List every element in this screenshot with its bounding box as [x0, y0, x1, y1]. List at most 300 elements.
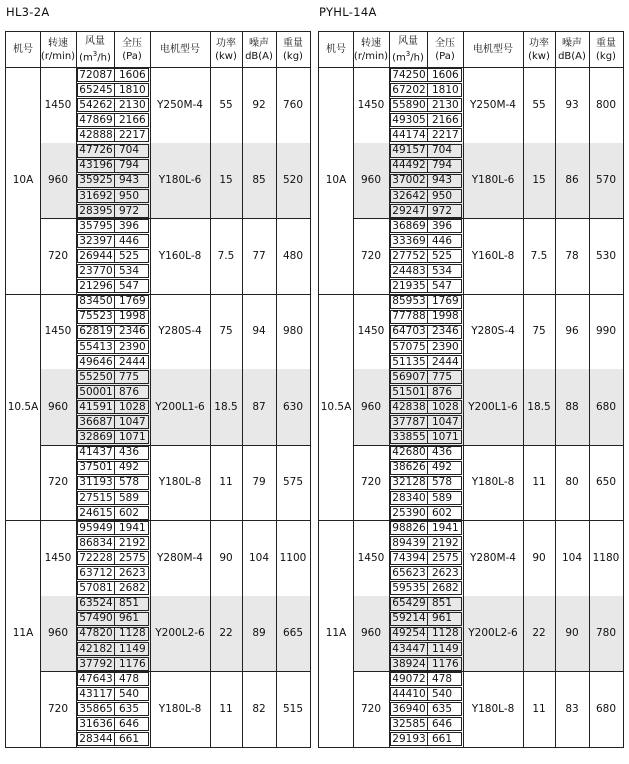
- pressure-value: 540: [119, 687, 140, 700]
- cell-divider: [427, 370, 428, 384]
- cell-divider: [114, 551, 115, 565]
- noise-value: 93: [565, 98, 579, 111]
- flow-value: 32128: [392, 476, 426, 489]
- flow-value: 57081: [79, 582, 113, 595]
- column-divider: [389, 32, 390, 747]
- header-flow: [76, 32, 114, 67]
- cell-divider: [114, 717, 115, 731]
- cell-divider: [427, 612, 428, 626]
- header-power: [523, 32, 555, 67]
- cell-divider: [427, 672, 428, 686]
- cell-divider: [114, 189, 115, 203]
- cell-divider: [114, 264, 115, 278]
- flow-value: 42888: [79, 129, 113, 142]
- table-header: [6, 32, 310, 67]
- flow-value: 98826: [392, 521, 426, 534]
- cell-divider: [114, 491, 115, 505]
- noise-value: 80: [565, 476, 579, 488]
- pressure-value: 2444: [432, 355, 459, 368]
- header-pressure: [427, 32, 463, 67]
- pressure-value: 2575: [432, 551, 459, 564]
- weight-value: 800: [595, 98, 617, 111]
- flow-value: 35795: [79, 219, 113, 232]
- cell-divider: [114, 325, 115, 339]
- header-noise-unit: dB(A): [245, 50, 273, 62]
- flow-value: 50001: [79, 385, 113, 398]
- pressure-value: 794: [119, 159, 140, 172]
- speed-value: 1450: [44, 551, 72, 564]
- flow-value: 37501: [79, 461, 113, 474]
- pressure-value: 1071: [119, 431, 146, 444]
- flow-value: 49072: [392, 672, 426, 685]
- cell-divider: [114, 415, 115, 429]
- column-divider: [76, 32, 77, 747]
- pressure-value: 478: [119, 672, 140, 685]
- cell-divider: [114, 128, 115, 142]
- pressure-value: 661: [119, 733, 140, 746]
- pressure-value: 492: [432, 461, 453, 474]
- speed-value: 1450: [357, 98, 385, 111]
- flow-value: 59535: [392, 582, 426, 595]
- noise-value: 83: [565, 702, 579, 715]
- noise-value: 89: [252, 627, 266, 639]
- pressure-value: 972: [119, 204, 140, 217]
- header-model: [6, 32, 40, 67]
- pressure-value: 2682: [119, 582, 146, 595]
- pressure-value: 1769: [119, 295, 146, 308]
- pressure-value: 1998: [119, 310, 146, 323]
- flow-value: 29247: [392, 204, 426, 217]
- power-value: 55: [219, 98, 233, 111]
- header-weight: [276, 32, 310, 67]
- weight-value: 780: [595, 627, 617, 639]
- cell-divider: [114, 612, 115, 626]
- model-number: 11A: [325, 627, 347, 639]
- column-divider: [210, 32, 211, 747]
- header-power-label: 功率: [529, 37, 549, 49]
- header-model-label: 机号: [13, 44, 33, 55]
- header-flow-divider: [114, 32, 115, 67]
- column-divider: [150, 32, 151, 747]
- pressure-value: 1149: [432, 642, 459, 655]
- cell-divider: [427, 98, 428, 112]
- cell-divider: [114, 340, 115, 354]
- pressure-value: 775: [119, 370, 140, 383]
- pressure-value: 950: [119, 189, 140, 202]
- cell-divider: [114, 219, 115, 233]
- pressure-value: 492: [119, 461, 140, 474]
- pressure-value: 1810: [119, 83, 146, 96]
- weight-value: 530: [595, 249, 617, 262]
- cell-divider: [114, 657, 115, 671]
- cell-divider: [427, 68, 428, 82]
- flow-value: 51501: [392, 385, 426, 398]
- flow-value: 27515: [79, 491, 113, 504]
- cell-divider: [114, 174, 115, 188]
- flow-value: 38626: [392, 461, 426, 474]
- header-flow-label: 风量: [85, 35, 105, 47]
- header-motor: [463, 32, 523, 67]
- pressure-value: 943: [432, 174, 453, 187]
- cell-divider: [114, 732, 115, 746]
- pressure-value: 950: [432, 189, 453, 202]
- flow-value: 74250: [392, 68, 426, 81]
- pressure-value: 2192: [432, 536, 459, 549]
- header-noise-label: 噪声: [562, 37, 582, 49]
- flow-value: 47869: [79, 114, 113, 127]
- pressure-value: 704: [119, 144, 140, 157]
- speed-value: 960: [47, 174, 69, 186]
- header-motor-label: 电机型号: [160, 44, 200, 55]
- header-weight-label: 重量: [283, 37, 303, 49]
- cell-divider: [427, 717, 428, 731]
- cell-divider: [114, 597, 115, 611]
- pressure-value: 1998: [432, 310, 459, 323]
- cell-divider: [427, 234, 428, 248]
- power-value: 55: [532, 98, 546, 111]
- flow-value: 59214: [392, 612, 426, 625]
- pressure-value: 1176: [432, 657, 459, 670]
- cell-divider: [114, 702, 115, 716]
- cell-divider: [114, 144, 115, 158]
- flow-value: 57075: [392, 340, 426, 353]
- cell-divider: [114, 627, 115, 641]
- flow-value: 72228: [79, 551, 113, 564]
- pressure-value: 876: [119, 385, 140, 398]
- pressure-value: 525: [119, 249, 140, 262]
- flow-value: 33855: [392, 431, 426, 444]
- flow-value: 37002: [392, 174, 426, 187]
- pressure-value: 704: [432, 144, 453, 157]
- flow-value: 64703: [392, 325, 426, 338]
- flow-value: 31193: [79, 476, 113, 489]
- pressure-value: 2130: [119, 98, 146, 111]
- pressure-value: 2346: [432, 325, 459, 338]
- noise-value: 104: [561, 551, 583, 564]
- motor-model: Y180L-8: [471, 702, 515, 715]
- flow-value: 32397: [79, 234, 113, 247]
- flow-value: 29193: [392, 733, 426, 746]
- cell-divider: [427, 295, 428, 309]
- flow-value: 67202: [392, 83, 426, 96]
- weight-value: 630: [282, 400, 304, 413]
- flow-value: 85953: [392, 295, 426, 308]
- flow-value: 44174: [392, 129, 426, 142]
- pressure-value: 2166: [119, 114, 146, 127]
- pressure-value: 851: [119, 597, 140, 610]
- cell-divider: [427, 732, 428, 746]
- cell-divider: [114, 68, 115, 82]
- flow-value: 65623: [392, 567, 426, 580]
- weight-value: 480: [282, 249, 304, 262]
- cell-divider: [427, 279, 428, 293]
- power-value: 15: [219, 174, 233, 186]
- motor-model: Y180L-8: [158, 702, 202, 715]
- flow-value: 47643: [79, 672, 113, 685]
- cell-divider: [114, 385, 115, 399]
- flow-value: 32642: [392, 189, 426, 202]
- pressure-value: 635: [119, 702, 140, 715]
- cell-divider: [114, 310, 115, 324]
- flow-value: 32585: [392, 718, 426, 731]
- weight-value: 1180: [592, 551, 620, 564]
- flow-value: 33369: [392, 234, 426, 247]
- header-speed-unit: (r/min): [40, 50, 76, 62]
- cell-divider: [427, 702, 428, 716]
- noise-value: 88: [565, 400, 579, 413]
- motor-model: Y180L-8: [471, 476, 515, 488]
- header-speed-unit: (r/min): [353, 50, 389, 62]
- motor-model: Y200L2-6: [155, 627, 205, 639]
- flow-value: 27752: [392, 249, 426, 262]
- pressure-value: 1128: [432, 627, 459, 640]
- weight-value: 680: [595, 702, 617, 715]
- noise-value: 82: [252, 702, 266, 715]
- cell-divider: [427, 642, 428, 656]
- flow-value: 56907: [392, 370, 426, 383]
- model-number: 10.5A: [7, 400, 39, 413]
- flow-value: 24483: [392, 265, 426, 278]
- motor-model: Y280M-4: [157, 551, 203, 564]
- noise-value: 92: [252, 98, 266, 111]
- pressure-value: 2390: [432, 340, 459, 353]
- flow-value: 36687: [79, 416, 113, 429]
- cell-divider: [427, 506, 428, 520]
- pressure-value: 2575: [119, 551, 146, 564]
- flow-value: 86834: [79, 536, 113, 549]
- cell-divider: [427, 687, 428, 701]
- cell-divider: [427, 189, 428, 203]
- spec-panel: [5, 0, 311, 764]
- flow-value: 55413: [79, 340, 113, 353]
- cell-divider: [427, 113, 428, 127]
- cell-divider: [114, 536, 115, 550]
- pressure-value: 1047: [432, 416, 459, 429]
- speed-value: 960: [360, 174, 382, 186]
- flow-value: 55250: [79, 370, 113, 383]
- noise-value: 96: [565, 325, 579, 337]
- speed-value: 720: [47, 702, 69, 715]
- noise-value: 79: [252, 476, 266, 488]
- flow-value: 25390: [392, 506, 426, 519]
- pressure-value: 525: [432, 249, 453, 262]
- power-value: 75: [219, 325, 233, 337]
- flow-value: 38924: [392, 657, 426, 670]
- header-flow-unit: $(m^3/h)$: [392, 49, 424, 64]
- cell-divider: [427, 204, 428, 218]
- cell-divider: [427, 159, 428, 173]
- noise-value: 87: [252, 400, 266, 413]
- cell-divider: [427, 400, 428, 414]
- flow-value: 23770: [79, 265, 113, 278]
- power-value: 22: [532, 627, 546, 639]
- flow-value: 47726: [79, 144, 113, 157]
- header-motor: [150, 32, 210, 67]
- model-number: 10.5A: [320, 400, 352, 413]
- flow-value: 36940: [392, 702, 426, 715]
- flow-value: 65245: [79, 83, 113, 96]
- header-pressure-unit: (Pa): [122, 50, 142, 62]
- power-value: 18.5: [527, 400, 551, 413]
- cell-divider: [427, 430, 428, 444]
- weight-value: 1100: [279, 551, 307, 564]
- flow-value: 77788: [392, 310, 426, 323]
- cell-divider: [427, 355, 428, 369]
- motor-model: Y280S-4: [158, 325, 202, 337]
- pressure-value: 646: [432, 718, 453, 731]
- header-weight: [589, 32, 623, 67]
- motor-model: Y250M-4: [470, 98, 516, 111]
- cell-divider: [427, 325, 428, 339]
- pressure-value: 851: [432, 597, 453, 610]
- flow-value: 49646: [79, 355, 113, 368]
- cell-divider: [114, 249, 115, 263]
- column-divider: [463, 32, 464, 747]
- pressure-value: 646: [119, 718, 140, 731]
- header-model: [319, 32, 353, 67]
- pressure-value: 2623: [119, 567, 146, 580]
- flow-value: 47820: [79, 627, 113, 640]
- cell-divider: [114, 687, 115, 701]
- speed-value: 960: [47, 400, 69, 413]
- cell-divider: [427, 551, 428, 565]
- flow-value: 49254: [392, 627, 426, 640]
- cell-divider: [114, 430, 115, 444]
- pressure-value: 2130: [432, 98, 459, 111]
- cell-divider: [427, 83, 428, 97]
- cell-divider: [114, 355, 115, 369]
- pressure-value: 446: [432, 234, 453, 247]
- header-speed: [353, 32, 389, 67]
- cell-divider: [427, 264, 428, 278]
- header-pressure-unit: (Pa): [435, 50, 455, 62]
- header-noise: [555, 32, 589, 67]
- cell-divider: [427, 597, 428, 611]
- spec-table: [5, 31, 311, 748]
- cell-divider: [114, 400, 115, 414]
- flow-value: 44492: [392, 159, 426, 172]
- pressure-value: 547: [432, 280, 453, 293]
- panel-title: PYHL-14A: [319, 5, 377, 19]
- pressure-value: 961: [119, 612, 140, 625]
- flow-value: 42182: [79, 642, 113, 655]
- speed-value: 1450: [44, 325, 72, 337]
- flow-value: 35925: [79, 174, 113, 187]
- pressure-value: 1128: [119, 627, 146, 640]
- power-value: 7.5: [217, 249, 235, 262]
- pressure-value: 794: [432, 159, 453, 172]
- flow-value: 21935: [392, 280, 426, 293]
- weight-value: 980: [282, 325, 304, 337]
- column-divider: [353, 32, 354, 747]
- flow-value: 41437: [79, 446, 113, 459]
- motor-model: Y280M-4: [470, 551, 516, 564]
- motor-model: Y200L1-6: [468, 400, 518, 413]
- cell-divider: [427, 144, 428, 158]
- pressure-value: 1071: [432, 431, 459, 444]
- weight-value: 990: [595, 325, 617, 337]
- flow-value: 62819: [79, 325, 113, 338]
- column-divider: [589, 32, 590, 747]
- power-value: 11: [532, 702, 546, 715]
- flow-value: 35865: [79, 702, 113, 715]
- speed-value: 720: [47, 249, 69, 262]
- pressure-value: 2192: [119, 536, 146, 549]
- flow-value: 43196: [79, 159, 113, 172]
- speed-value: 720: [360, 476, 382, 488]
- pressure-value: 775: [432, 370, 453, 383]
- speed-value: 720: [47, 476, 69, 488]
- motor-model: Y280S-4: [471, 325, 515, 337]
- pressure-value: 547: [119, 280, 140, 293]
- cell-divider: [114, 370, 115, 384]
- pressure-value: 972: [432, 204, 453, 217]
- pressure-value: 1047: [119, 416, 146, 429]
- noise-value: 94: [252, 325, 266, 337]
- pressure-value: 961: [432, 612, 453, 625]
- cell-divider: [114, 98, 115, 112]
- flow-value: 49157: [392, 144, 426, 157]
- pressure-value: 540: [432, 687, 453, 700]
- pressure-value: 602: [432, 506, 453, 519]
- header-flow-label: 风量: [398, 35, 418, 47]
- cell-divider: [427, 174, 428, 188]
- flow-value: 28344: [79, 733, 113, 746]
- pressure-value: 2623: [432, 567, 459, 580]
- cell-divider: [427, 219, 428, 233]
- noise-value: 78: [565, 249, 579, 262]
- pressure-value: 2444: [119, 355, 146, 368]
- header-speed: [40, 32, 76, 67]
- pressure-value: 2217: [119, 129, 146, 142]
- cell-divider: [427, 385, 428, 399]
- panel-title: HL3-2A: [6, 5, 50, 19]
- cell-divider: [114, 506, 115, 520]
- header-power-unit: (kw): [528, 50, 550, 62]
- header-pressure-label: 全压: [122, 37, 142, 49]
- table-header: [319, 32, 623, 67]
- cell-divider: [114, 234, 115, 248]
- cell-divider: [114, 83, 115, 97]
- header-weight-unit: (kg): [596, 50, 616, 62]
- flow-value: 75523: [79, 310, 113, 323]
- column-divider: [555, 32, 556, 747]
- pressure-value: 2390: [119, 340, 146, 353]
- motor-model: Y180L-6: [471, 174, 515, 186]
- flow-value: 42838: [392, 400, 426, 413]
- pressure-value: 1810: [432, 83, 459, 96]
- noise-value: 86: [565, 174, 579, 186]
- weight-value: 515: [282, 702, 304, 715]
- column-divider: [523, 32, 524, 747]
- cell-divider: [427, 446, 428, 460]
- header-noise-label: 噪声: [249, 37, 269, 49]
- pressure-value: 1941: [119, 521, 146, 534]
- flow-value: 83450: [79, 295, 113, 308]
- pressure-value: 446: [119, 234, 140, 247]
- column-divider: [40, 32, 41, 747]
- pressure-value: 578: [432, 476, 453, 489]
- power-value: 90: [219, 551, 233, 564]
- pressure-value: 1176: [119, 657, 146, 670]
- model-number: 10A: [12, 174, 34, 186]
- header-model-label: 机号: [326, 44, 346, 55]
- speed-value: 960: [47, 627, 69, 639]
- flow-value: 57490: [79, 612, 113, 625]
- pressure-value: 1149: [119, 642, 146, 655]
- flow-value: 42680: [392, 446, 426, 459]
- header-flow-divider: [427, 32, 428, 67]
